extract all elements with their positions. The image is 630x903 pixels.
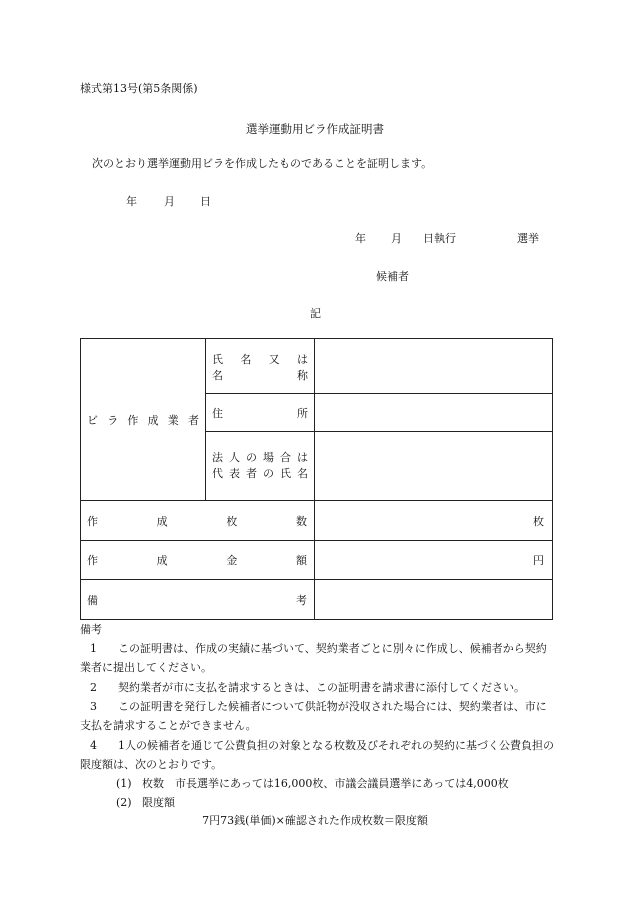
label-char: 代	[212, 467, 223, 480]
label-char: 場	[263, 451, 274, 464]
amount-label-cell	[81, 541, 315, 580]
label-char: 額	[295, 554, 307, 567]
label-char: 名	[240, 353, 252, 366]
label-char: 住	[212, 406, 223, 420]
label-char: 人	[229, 451, 240, 464]
remarks-value-cell[interactable]	[315, 580, 553, 620]
subnote-1-number: (1)	[116, 777, 132, 790]
note-3-number: 3	[90, 700, 97, 713]
note-2-text: 契約業者が市に支払を請求するときは、この証明書を請求書に添付してください。	[118, 681, 525, 694]
limit-formula: 7円73銭(単価)×確認された作成枚数＝限度額	[202, 814, 428, 827]
label-char: 者	[187, 413, 199, 427]
date-month: 月	[164, 195, 175, 208]
amount-unit: 円	[533, 554, 544, 567]
label-char: 者	[246, 467, 257, 480]
subnote-1-text: 枚数 市長選挙にあっては16,000枚、市議会議員選挙にあっては4,000枚	[142, 777, 509, 790]
note-4-text: 1人の候補者を通じて公費負担の対象となる枚数及びそれぞれの契約に基づく公費負担の限度額は、次のとおりです。	[80, 739, 554, 771]
label-char: 数	[295, 514, 307, 528]
label-char: 成	[156, 514, 168, 528]
label-char: 氏	[280, 467, 291, 480]
label-char: の	[246, 451, 257, 464]
issue-date	[126, 193, 211, 209]
address-label	[206, 405, 314, 421]
label-char: は	[296, 353, 308, 366]
note-4	[80, 736, 555, 774]
remarks-label-cell	[81, 580, 315, 620]
ki-label: 記	[310, 307, 321, 320]
count-value-cell[interactable]	[315, 501, 553, 541]
amount-value-cell[interactable]	[315, 541, 553, 580]
note-1	[80, 639, 555, 677]
form-number: 様式第13号(第5条関係)	[80, 82, 198, 95]
date-year: 年	[126, 195, 137, 208]
note-1-text: この証明書は、作成の実績に基づいて、契約業者ごとに別々に作成し、候補者から契約業者に提出してください。	[80, 642, 547, 674]
subnote-2-number: (2)	[116, 796, 132, 809]
label-char: 名	[212, 369, 223, 382]
note-3-text: この証明書を発行した候補者について供託物が没収された場合には、契約業者は、市に支払を請求することができません。	[80, 700, 547, 732]
label-char: 合	[280, 451, 291, 464]
label-char: 称	[297, 369, 308, 382]
election-month: 月	[391, 232, 402, 245]
note-2-number: 2	[90, 681, 97, 694]
name-label-cell	[206, 339, 315, 394]
note-4-number: 4	[90, 739, 97, 752]
subnote-2-text: 限度額	[142, 796, 175, 809]
date-day: 日	[200, 195, 211, 208]
representative-value-cell[interactable]	[315, 432, 553, 501]
subnote-2	[116, 794, 175, 810]
election-line	[355, 230, 539, 246]
subnote-1	[116, 775, 509, 791]
election-year: 年	[355, 232, 366, 245]
note-2	[80, 678, 555, 697]
document-title: 選挙運動用ビラ作成証明書	[246, 122, 384, 136]
label-char: 表	[229, 467, 240, 480]
representative-label-cell	[206, 432, 315, 501]
name-label-line2	[212, 368, 308, 384]
flyer-maker-label	[81, 412, 205, 428]
label-char: 金	[226, 554, 238, 567]
label-char: 又	[268, 353, 280, 366]
address-label-cell	[206, 394, 315, 432]
name-label-line1	[212, 352, 308, 368]
election-name: 選挙	[517, 232, 539, 245]
label-char: 成	[147, 413, 159, 427]
count-unit: 枚	[533, 514, 544, 528]
label-char: 作	[87, 554, 98, 567]
intro-text: 次のとおり選挙運動用ビラを作成したものであることを証明します。	[92, 157, 433, 170]
count-label	[81, 513, 313, 529]
count-label-cell	[81, 501, 315, 541]
certificate-table	[80, 338, 553, 620]
note-3	[80, 697, 555, 735]
election-day-exec: 日執行	[423, 232, 456, 245]
label-char: ビ	[87, 413, 98, 427]
notes-heading: 備考	[80, 623, 102, 636]
label-char: 作	[127, 413, 139, 427]
candidate-label: 候補者	[376, 270, 409, 283]
label-char: 氏	[212, 353, 223, 366]
label-char: 所	[297, 406, 308, 420]
amount-label	[81, 552, 313, 568]
representative-label-line2	[212, 466, 308, 482]
representative-label-line1	[212, 450, 308, 466]
address-value-cell[interactable]	[315, 394, 553, 432]
label-char: 名	[297, 467, 308, 480]
label-char: ラ	[107, 413, 119, 427]
label-char: 法	[212, 451, 223, 464]
flyer-maker-label-cell	[81, 339, 206, 501]
label-char: 作	[87, 514, 98, 528]
remarks-label	[81, 592, 313, 608]
name-value-cell[interactable]	[315, 339, 553, 394]
label-char: の	[263, 467, 274, 480]
label-char: 枚	[226, 514, 238, 528]
label-char: 業	[167, 413, 179, 427]
label-char: 成	[156, 554, 168, 567]
label-char: 備	[87, 593, 98, 607]
label-char: は	[297, 451, 308, 464]
note-1-number: 1	[90, 642, 97, 655]
label-char: 考	[296, 593, 307, 607]
